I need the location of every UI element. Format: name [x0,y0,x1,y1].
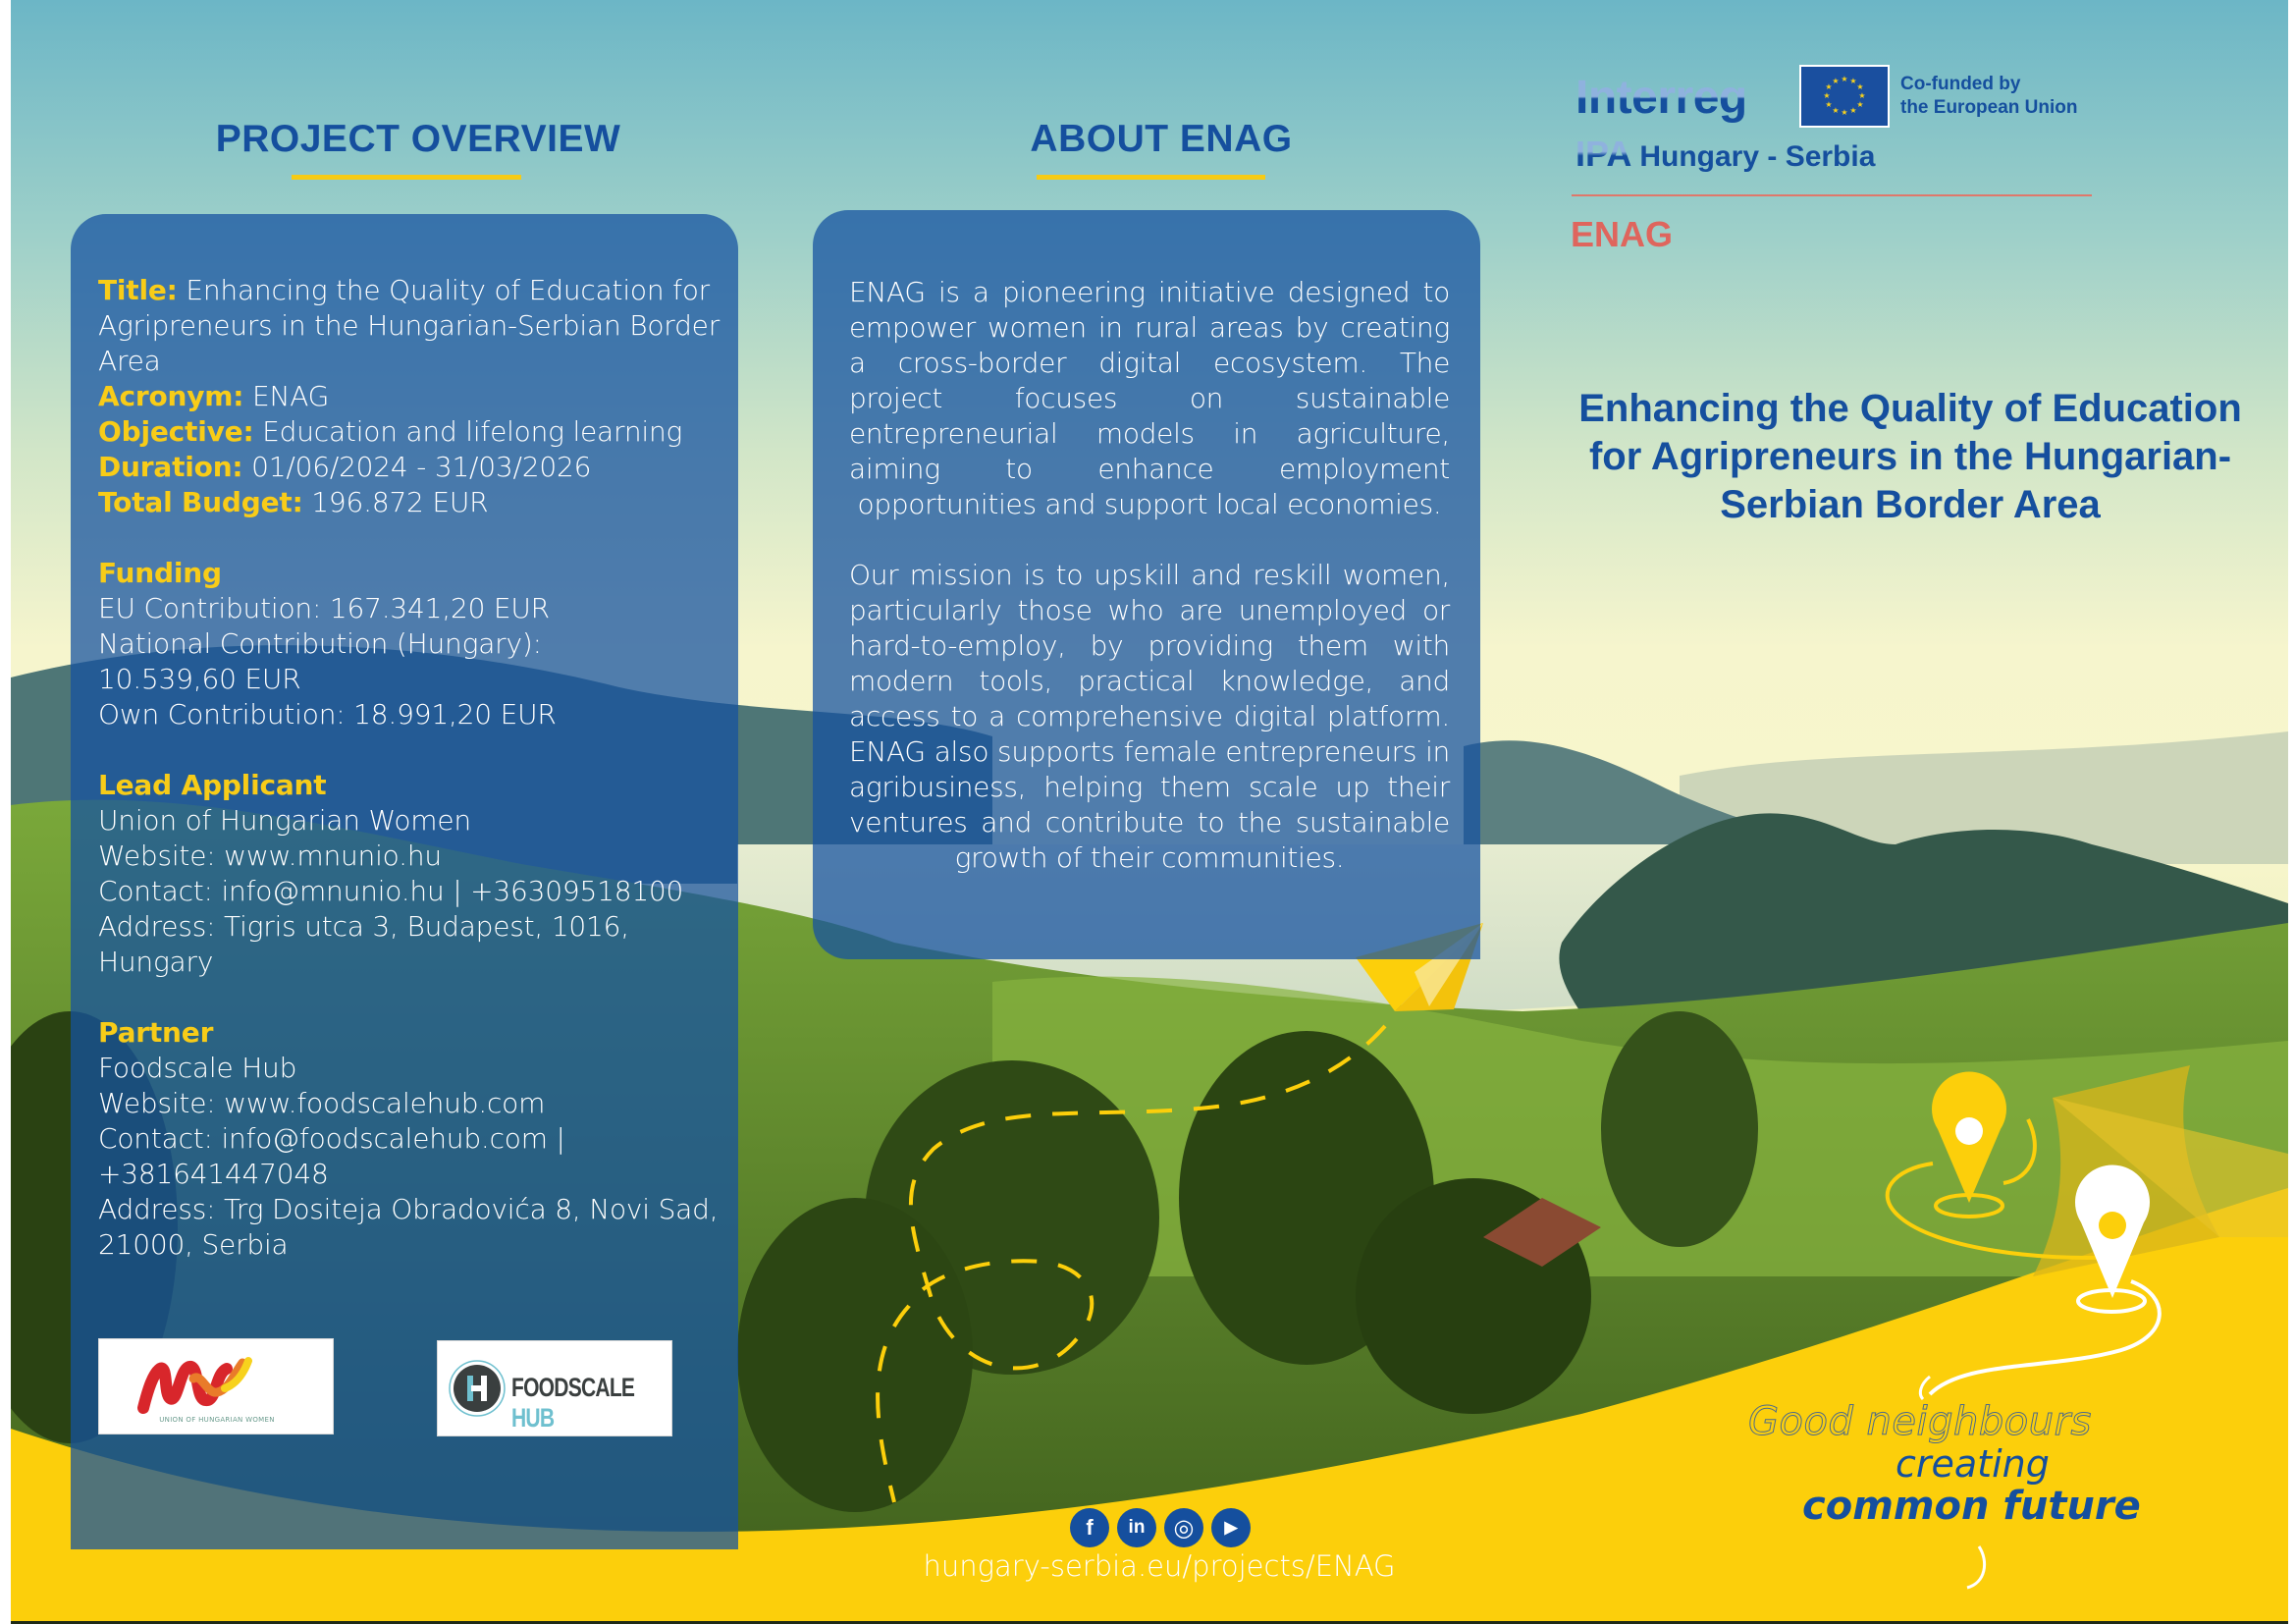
slogan-line-2: creating [1896,1442,2050,1486]
objective-row [98,414,726,450]
brochure-page [11,0,2288,1621]
acronym-row [98,379,726,414]
svg-text:★: ★ [1823,91,1831,100]
budget-value: 196.872 EUR [311,486,489,518]
svg-text:★: ★ [1849,77,1857,85]
divider [1572,194,2092,196]
heading-underline [292,175,521,180]
duration-value: 01/06/2024 - 31/03/2026 [251,451,592,483]
project-info-list [98,273,726,1263]
svg-text:★: ★ [1856,82,1864,91]
about-heading: ABOUT ENAG [1030,118,1293,160]
about-paragraph-2: Our mission is to upskill and reskill women, particularly those who are unemployed or hard-to-employ, by providing them with modern tools, practical knowledge, and access to a comprehensive digital platform. ENAG also supports female entrepreneurs in agribusiness, helping them scale up their ventures and contribute to the sustainable growth of their communities. [849,559,1450,874]
lead-applicant-contact[interactable]: Contact: info@mnunio.hu | +36309518100 [98,875,684,907]
slogan-line-3: common future [1802,1484,2141,1529]
facebook-icon[interactable]: f [1070,1508,1109,1547]
partner-contact-email[interactable]: Contact: info@foodscalehub.com | [98,1122,565,1155]
about-enag-panel [813,210,1480,959]
title-value: Enhancing the Quality of Education for Agripreneurs in the Hungarian-Serbian Border Area [98,274,721,377]
objective-value: Education and lifelong learning [262,415,683,448]
lead-applicant-heading: Lead Applicant [98,769,327,801]
own-contribution: Own Contribution: 18.991,20 EUR [98,698,557,731]
title-label: Title: [98,274,178,306]
cofunded-text: Co-funded by the European Union [1900,74,2078,118]
svg-text:★: ★ [1856,100,1864,109]
duration-row [98,450,726,485]
youtube-icon[interactable]: ▶ [1211,1508,1251,1547]
lead-applicant-website[interactable]: Website: www.mnunio.hu [98,839,442,872]
interreg-wordmark: Interreg [1575,72,1747,124]
slogan-line-1: Good neighbours [1748,1399,2092,1444]
national-contribution-label: National Contribution (Hungary): [98,627,542,660]
svg-text:★: ★ [1841,75,1848,83]
partner-contact-phone: +381641447048 [98,1158,329,1190]
partner-website[interactable]: Website: www.foodscalehub.com [98,1087,546,1119]
instagram-icon[interactable]: ◎ [1164,1508,1203,1547]
budget-label: Total Budget: [98,486,303,518]
partner-address: Address: Trg Dositeja Obradovića 8, Novi Sad, [98,1193,719,1225]
svg-text:★: ★ [1825,82,1833,91]
svg-text:★: ★ [1832,106,1840,115]
lead-applicant-name: Union of Hungarian Women [98,804,471,837]
partner-heading: Partner [98,1016,214,1049]
eu-flag-icon [1799,65,1890,128]
budget-row [98,485,726,520]
svg-text:★: ★ [1832,77,1840,85]
svg-text:★: ★ [1849,106,1857,115]
heading-underline [1037,175,1265,180]
about-text [849,275,1450,911]
svg-text:★: ★ [1858,91,1866,100]
lead-applicant-address-country: Hungary [98,946,214,978]
partner-name: Foodscale Hub [98,1052,297,1084]
foodscale-hub-emblem-icon [448,1359,507,1418]
programme-countries: Hungary - Serbia [1639,140,1876,173]
title-row [98,273,726,379]
svg-text:★: ★ [1841,108,1848,117]
project-overview-heading: PROJECT OVERVIEW [215,118,621,160]
eu-contribution: EU Contribution: 167.341,20 EUR [98,592,550,624]
union-of-hungarian-women-logo [98,1338,334,1435]
acronym-value: ENAG [251,380,330,412]
national-contribution-value: 10.539,60 EUR [98,663,301,695]
about-paragraph-1: ENAG is a pioneering initiative designed to empower women in rural areas by creating a cross-border digital ecosystem. The project focuses on sustainable entrepreneurial models in agriculture, aiming to enhance employment opportunities and support local economies. [849,276,1450,520]
project-acronym: ENAG [1571,214,1674,254]
linkedin-icon[interactable]: in [1117,1508,1156,1547]
slogan [1748,1399,2161,1529]
foodscale-hub-wordmark: FOODSCALE HUB [511,1373,635,1433]
project-url-link[interactable]: hungary-serbia.eu/projects/ENAG [923,1549,1396,1583]
acronym-label: Acronym: [98,380,244,412]
foodscale-hub-logo [437,1340,672,1436]
svg-text:★: ★ [1825,100,1833,109]
lead-applicant-address: Address: Tigris utca 3, Budapest, 1016, [98,910,629,943]
duration-label: Duration: [98,451,243,483]
objective-label: Objective: [98,415,254,448]
ipa-label: IPA [1575,134,1632,174]
funding-heading: Funding [98,557,222,589]
uhw-logo-caption: UNION OF HUNGARIAN WOMEN [159,1416,275,1424]
cover-title: Enhancing the Quality of Education for Agripreneurs in the Hungarian-Serbian Border Area [1578,387,2242,526]
social-links [1070,1508,1251,1547]
programme-name [1575,134,1875,175]
partner-address-city: 21000, Serbia [98,1228,289,1261]
